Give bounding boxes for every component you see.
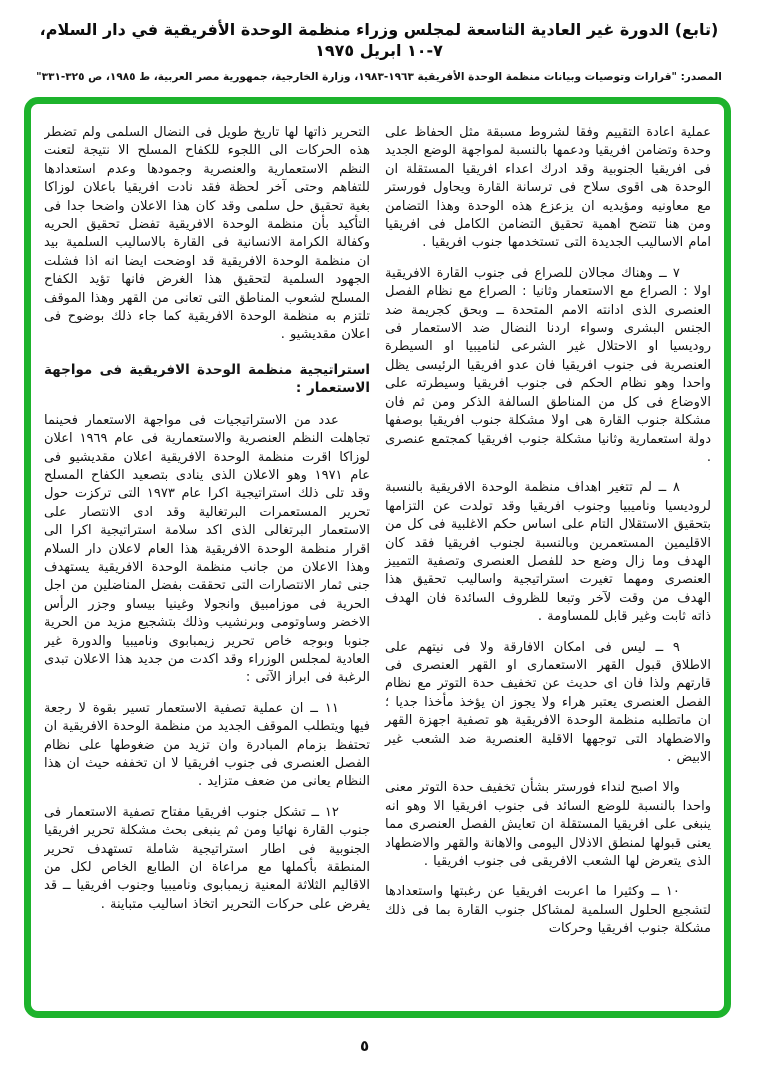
column-left: [44, 124, 370, 1011]
page-header: [30, 20, 728, 83]
paragraph: ٨ ــ لم تتغير اهداف منظمة الوحدة الافريقية بالنسبة لروديسيا وناميبيا وجنوب افريقيا وقد تولدت عن التزامها بتحقيق الاستقلال التام على اساس حكم الاغلبية فى كل من الاقليمين المستعمرين وبالنسبة لجنوب افريقيا فقد كان الهدف وما زال وضع حد للفصل العنصرى وتصفية التمييز العنصرى ومهما تغيرت استراتيجية واساليب تحقيق هذا الهدف من وقت لآخر وتبعا للظروف السائدة فان الهدف ذاته ثابت وغير قابل للمساومة .: [385, 480, 711, 625]
paragraph: ١٠ ــ وكثيرا ما اعربت افريقيا عن رغبتها واستعدادها لتشجيع الحلول السلمية لمشاكل جنوب القارة بما فى ذلك مشكلة جنوب افريقيا وحركات: [385, 884, 711, 937]
paragraph: ١٢ ــ تشكل جنوب افريقيا مفتاح تصفية الاستعمار فى جنوب القارة نهائيا ومن ثم ينبغى بحث مشكلة تحرير افريقيا الجنوبية فى اطار استراتيجية شاملة تستهدف تحرير المنطقة بأكملها مع مراعاة ان الطابع الخاص لكل من الاقاليم الثلاثة المعنية زيمبابوى وناميبيا وجنوب افريقيا ــ قد يفرض على حركات التحرير اتخاذ اساليب متباينة .: [44, 804, 370, 912]
page-title: (تابع) الدورة غير العادية التاسعة لمجلس وزراء منظمة الوحدة الأفريقية في دار السلام، ٧-١٠ ابريل ١٩٧٥: [39, 20, 719, 60]
green-content-frame: [24, 97, 731, 1018]
paragraph: ١١ ــ ان عملية تصفية الاستعمار تسير بقوة لا رجعة فيها ويتطلب الموقف الجديد من منظمة الوحدة الافريقية ان تحتفظ بزمام المبادرة وان تزيد من ضغوطها على نظام الفصل العنصرى فى جنوب افريقيا لا ان تخففه حيث ان هذا النظام يعانى من ضعف متزايد .: [44, 700, 370, 790]
paragraph: عملية اعادة التقييم وفقا لشروط مسبقة مثل الحفاظ على وحدة وتضامن افريقيا ودعمها بالنسبة لمواجهة الوضع الجديد فى افريقيا الجنوبية وقد ادرك اعداء افريقيا المستقلة ان الوحدة هى اقوى سلاح فى ترسانة القارة ويحاول فورستر مع معاونيه ومؤيديه ان يزعزع هذه الوحدة وهذا التضامن ومن هنا تتضح اهمية تحقيق التضامن الكامل فى افريقيا امام الاساليب الجديدة التى تستخدمها جنوب افريقيا .: [385, 125, 711, 251]
paragraph: والا اصبح لنداء فورستر بشأن تخفيف حدة التوتر معنى واحدا بالنسبة للوضع السائد فى جنوب افريقيا الا وهو انه ينبغى على افريقيا المستقلة ان تعايش الفصل العنصرى مما يعنى قبولها لمنطق الاذلال اليومى والاهانة والقهر والاضطهاد الذى يتعرض لها الشعب الافريقى فى جنوب افريقيا .: [385, 780, 711, 870]
paragraph: التحرير ذاتها لها تاريخ طويل فى النضال السلمى ولم تضطر هذه الحركات الى اللجوء للكفاح المسلح الا نتيجة لتعنت النظم الاستعمارية والعنصرية وجمودها وعدم استعدادها للتفاهم وحتى آخر لحظة فقد نادت افريقيا باعلان لوزاكا بغية تحقيق حل سلمى وقد كان هذا الاعلان واضحا جدا فى التأكيد بأن منظمة الوحدة الافريقية تفضل تحقيق الحريه وكفالة الكرامة الانسانية فى القارة بالاساليب السلمية بيد ان منظمة الوحدة الافريقية قد اوضحت ايضا انه اذا فشلت الجهود السلمية لتحقيق هذا الغرض فانها تؤيد الكفاح المسلح لشعوب المناطق التى تعانى من القهر وهذا الموقف تلتزم به منظمة الوحدة الافريقية كما جاء ذلك بوضوح فى اعلان مقديشيو .: [44, 125, 370, 343]
paragraph: ٧ ــ وهناك مجالان للصراع فى جنوب القارة الافريقية اولا : الصراع مع الاستعمار وثانيا : الصراع مع نظام الفصل العنصرى الذى ادانته الامم المتحدة ــ وبحق كجريمة ضد الجنس البشرى وسواء اردنا النضال ضد الاستعمار فى روديسيا او الاحتلال غير الشرعى لناميبيا او السيطرة العنصرية فى جنوب افريقيا فان عدو افريقيا الرئيسى يظل واحدا وهو نظام الحكم فى جنوب افريقيا وسيطرته على الاوضاع فى كل من المناطق السالفة الذكر ومن ثم فان مشكلة جنوب القارة هى اولا مشكلة جنوب افريقيا بوصفها دولة استعمارية وثانيا مشكلة جنوب افريقيا كمجتمع عنصرى .: [385, 265, 711, 465]
section-heading: استراتيجية منظمة الوحدة الافريقية فى مواجهة الاستعمار :: [44, 361, 370, 397]
source-citation: المصدر: "قرارات وتوصيات وبيانات منظمة الوحدة الأفريقية ١٩٦٣-١٩٨٣، وزارة الخارجية، جمهورية مصر العربية، ط ١٩٨٥، ص ٣٢٥-٣٣١": [36, 70, 722, 83]
paragraph: عدد من الاستراتيجيات فى مواجهة الاستعمار فحينما تجاهلت النظم العنصرية والاستعمارية فى عام ١٩٦٩ اعلان لوزاكا اقرت منظمة الوحدة الافريقية اعلان مقديشيو فى عام ١٩٧١ وهو الاعلان الذى ينادى بتصعيد الكفاح المسلح وقد تلى ذلك استراتيجية اكرا عام ١٩٧٣ التى تركزت حول تحرير المستعمرات البرتغالية وقد ادى الانتصار على الاستعمار البرتغالى الذى اكد سلامة استراتيجية اكرا الى اقرار منظمة الوحدة الافريقية هذا العام لاعلان دار السلام وهذا الاعلان من جانب منظمة الوحدة الافريقية يستهدف جنى ثمار الانتصارات التى تحققت بفضل المناضلين من اجل الحرية فى موزامبيق وانجولا وغينيا بيساو وجزر الرأس الاخضر وساوتومى وبرنشيب وذلك بتشجيع مزيد من الحرية جنوبا وبوجه خاص تحرير زيمبابوى وناميبيا والدورة غير العادية لمجلس الوزراء وقد اكدت من جديد هذا الاعلان تبدى الرغبة فى ابراز الآتى :: [44, 412, 370, 686]
paragraph: ٩ ــ ليس فى امكان الافارقة ولا فى نيتهم على الاطلاق قبول القهر الاستعمارى او القهر العنصرى فى قارتهم ولذا فان اى حديث عن تخفيف حدة التوتر مع نظام الفصل العنصرى يعتبر هراء ولا يجوز ان يؤخذ مأخذا جديا ؛ ان ماتطلبه منظمة الوحدة الافريقية هو تصفية اجهزة القهر والاضطهاد التى توجهها الاقلية العنصرية ضد الشعب غير الابيض .: [385, 639, 711, 765]
column-right: [385, 124, 711, 1011]
two-column-text: [44, 124, 711, 1011]
page-number: ٥: [360, 1037, 370, 1055]
